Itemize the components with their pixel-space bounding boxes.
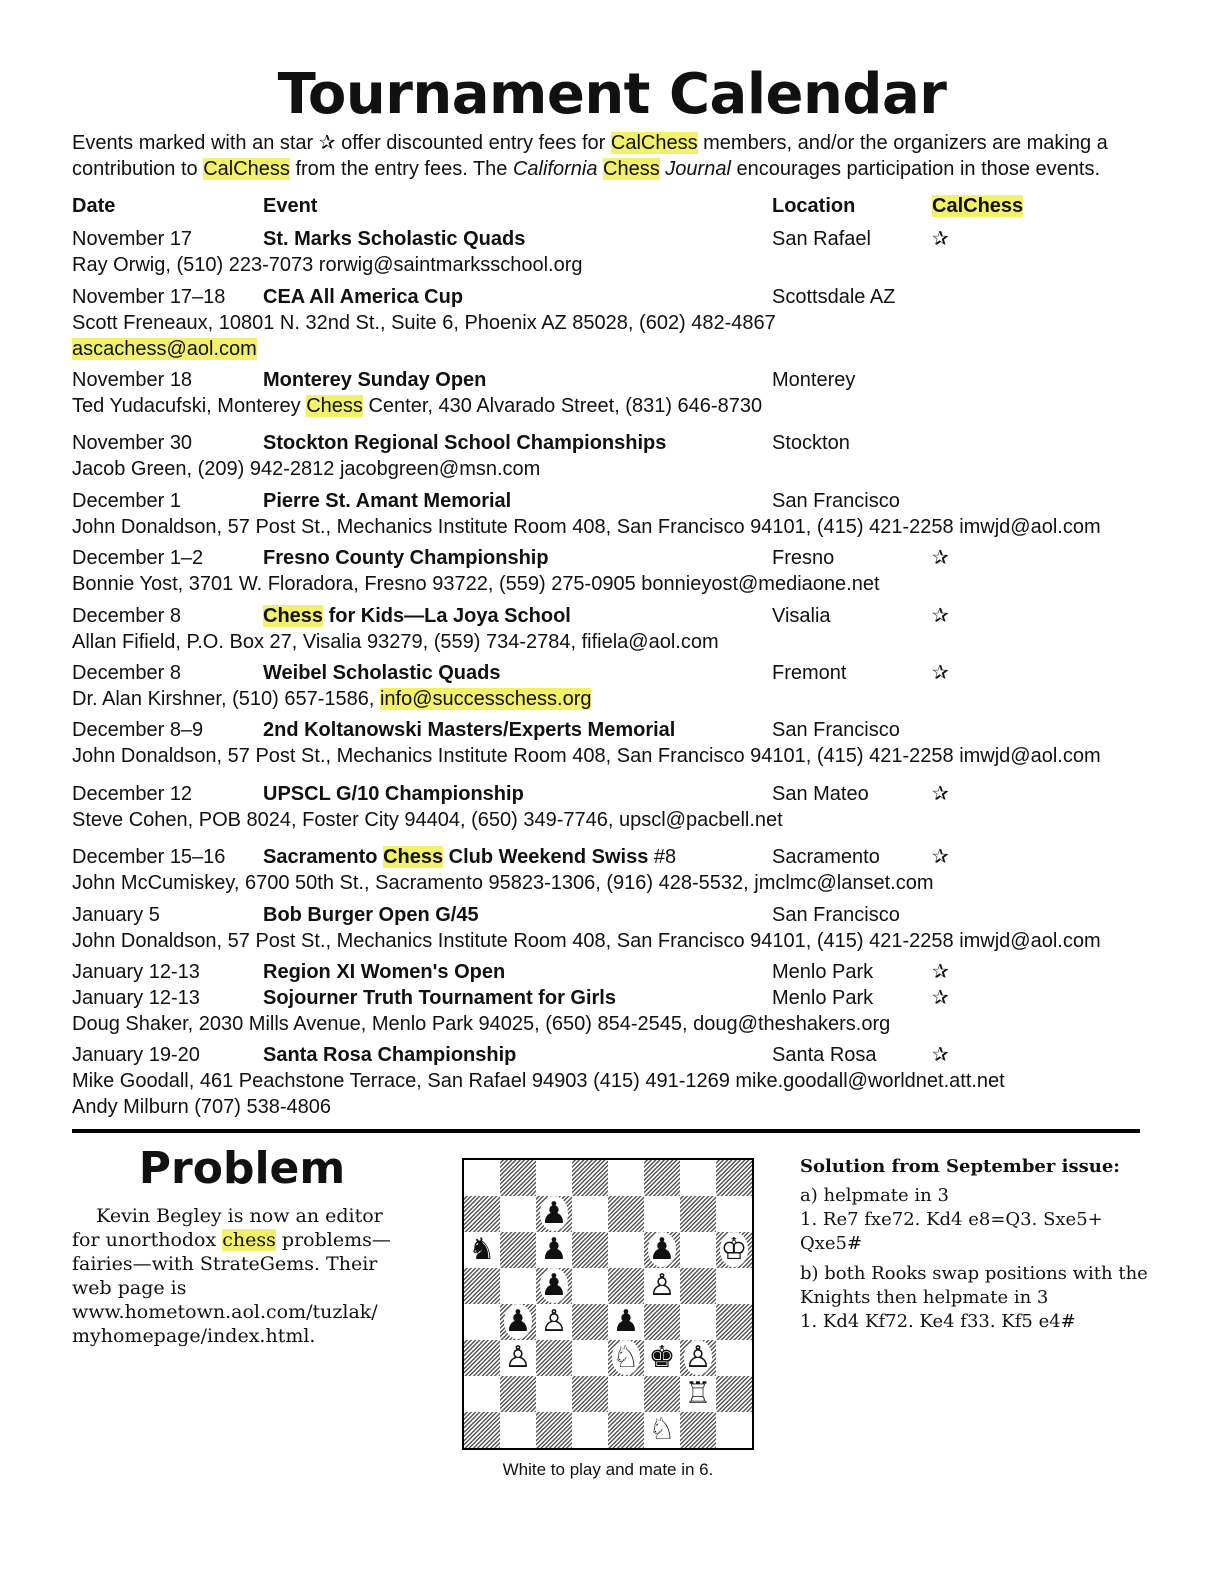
event-name-text: Santa Rosa Championship xyxy=(263,1044,517,1066)
event-name-text: Monterey Sunday Open xyxy=(263,369,487,391)
board-square xyxy=(680,1196,716,1232)
board-square xyxy=(464,1376,500,1412)
event-date: January 5 xyxy=(72,904,160,926)
contact-highlight: info@successchess.org xyxy=(379,688,592,710)
board-square xyxy=(644,1304,680,1340)
board-square xyxy=(608,1232,644,1268)
board-square xyxy=(500,1268,536,1304)
board-square xyxy=(644,1160,680,1196)
star-icon: ✰ xyxy=(932,662,949,684)
white-knight-f1-icon: ♘ xyxy=(648,1412,676,1447)
contact-text: Dr. Alan Kirshner, (510) 657-1586, xyxy=(72,688,380,710)
event-name-text: Region XI Women's Open xyxy=(263,961,506,983)
intro-text-3: from the entry fees. The xyxy=(289,158,513,180)
contact-highlight: Chess xyxy=(306,395,363,417)
black-pawn-e4-icon: ♟ xyxy=(612,1304,640,1339)
board-square xyxy=(680,1268,716,1304)
event-row xyxy=(72,367,1152,393)
event-date: November 17 xyxy=(72,228,193,250)
problem-text: Kevin Begley is now an editor for unorthodox chess problems—fairies—with StrateGems. Their web page is www.hometown.aol.com/tuzlak/ myhomepage/index.html. xyxy=(72,1205,391,1347)
board-square xyxy=(572,1268,608,1304)
event-contact xyxy=(72,928,1152,954)
board-square xyxy=(608,1160,644,1196)
white-rook-g2-icon: ♖ xyxy=(684,1376,712,1411)
event-location: Stockton xyxy=(772,432,850,454)
event-name: Sojourner Truth Tournament for Girls xyxy=(263,987,616,1009)
star-icon: ✰ xyxy=(932,1044,949,1066)
chess-highlight: Chess xyxy=(263,605,324,627)
board-square xyxy=(464,1412,500,1448)
white-pawn-g3-icon: ♙ xyxy=(684,1340,712,1375)
event-name-text: 2nd Koltanowski Masters/Experts Memorial xyxy=(263,719,676,741)
event-name-text: Fresno County Championship xyxy=(263,547,549,569)
board-square xyxy=(572,1196,608,1232)
event-location: San Francisco xyxy=(772,719,900,741)
event-date: January 19-20 xyxy=(72,1044,200,1066)
event-item xyxy=(72,902,1152,954)
board-square xyxy=(644,1376,680,1412)
intro-text-4: encourages participation in those events. xyxy=(730,158,1101,180)
event-name xyxy=(263,284,463,310)
contact-text: Jacob Green, (209) 942-2812 jacobgreen@msn.com xyxy=(72,458,541,480)
star-icon: ✰ xyxy=(932,605,949,627)
event-location: Santa Rosa xyxy=(772,1044,877,1066)
event-name xyxy=(263,717,675,743)
event-location: San Mateo xyxy=(772,783,869,805)
solution-a-moves: 1. Re7 fxe72. Kd4 e8=Q3. Sxe5+ Qxe5# xyxy=(800,1209,1103,1254)
event-date: December 8–9 xyxy=(72,719,204,741)
event-name-text: Sacramento xyxy=(263,846,384,868)
board-square xyxy=(680,1232,716,1268)
black-knight-a6-icon: ♞ xyxy=(468,1232,496,1267)
event-contact xyxy=(72,1094,1152,1120)
event-date: December 12 xyxy=(72,783,193,805)
white-knight-e3-icon: ♘ xyxy=(612,1340,640,1375)
chess-highlight: chess xyxy=(222,1229,276,1251)
board-square xyxy=(716,1304,752,1340)
contact-text: John Donaldson, 57 Post St., Mechanics Institute Room 408, San Francisco 94101, (415) 421-2258 imwjd@aol.com xyxy=(72,745,1101,767)
event-name xyxy=(263,367,486,393)
event-item xyxy=(72,545,1152,597)
contact-text: Center, 430 Alvarado Street, (831) 646-8730 xyxy=(362,395,763,417)
event-item xyxy=(72,781,1152,833)
event-contact xyxy=(72,807,1152,833)
event-location: Menlo Park xyxy=(772,987,874,1009)
event-contact xyxy=(72,686,1152,712)
board-square xyxy=(608,1376,644,1412)
event-row xyxy=(72,284,1152,310)
board-square xyxy=(572,1160,608,1196)
event-name-text: CEA All America Cup xyxy=(263,286,464,308)
event-item xyxy=(72,430,1152,482)
contact-text: Ted Yudacufski, Monterey xyxy=(72,395,307,417)
solution-heading: Solution from September issue: xyxy=(800,1156,1120,1177)
chess-highlight: Chess xyxy=(603,158,660,180)
event-contact xyxy=(72,1068,1152,1094)
event-row xyxy=(72,902,1152,928)
event-name-text: Bob Burger Open G/45 xyxy=(263,904,479,926)
black-pawn-f6-icon: ♟ xyxy=(648,1232,676,1267)
event-contact xyxy=(72,571,1152,597)
event-item xyxy=(72,488,1152,540)
event-name-text: Pierre St. Amant Memorial xyxy=(263,490,512,512)
black-pawn-c7-icon: ♟ xyxy=(540,1196,568,1231)
event-row xyxy=(72,430,1152,456)
event-item xyxy=(72,1042,1152,1120)
event-contact xyxy=(72,310,1152,336)
event-name xyxy=(263,660,500,686)
chess-highlight: Chess xyxy=(383,846,444,868)
board-caption: White to play and mate in 6. xyxy=(502,1460,714,1479)
event-contact xyxy=(72,393,1152,419)
board-square xyxy=(536,1412,572,1448)
event-name xyxy=(263,1042,516,1068)
event-item xyxy=(72,660,1152,712)
event-date: January 12-13 xyxy=(72,961,200,983)
chess-board xyxy=(462,1158,754,1450)
event-date: November 30 xyxy=(72,432,193,454)
black-king-f3-icon: ♚ xyxy=(648,1340,676,1375)
event-name-text: UPSCL G/10 Championship xyxy=(263,783,524,805)
problem-title: Problem xyxy=(138,1143,346,1194)
event-name-text: Stockton Regional School Championships xyxy=(263,432,667,454)
board-square xyxy=(500,1232,536,1268)
solution-b-moves: 1. Kd4 Kf72. Ke4 f33. Kf5 e4# xyxy=(800,1311,1076,1332)
event-item xyxy=(72,844,1152,896)
board-square xyxy=(680,1160,716,1196)
event-name-text: for Kids—La Joya School xyxy=(323,605,571,627)
event-location: Fremont xyxy=(772,662,847,684)
white-pawn-c4-icon: ♙ xyxy=(540,1304,568,1339)
event-date: November 17–18 xyxy=(72,286,226,308)
event-contact xyxy=(72,629,1152,655)
event-row xyxy=(72,1042,1152,1068)
star-icon: ✰ xyxy=(932,783,949,805)
black-pawn-b4-icon: ♟ xyxy=(504,1304,532,1339)
solution-panel xyxy=(800,1155,1160,1334)
event-contact xyxy=(72,252,1152,278)
event-row xyxy=(72,959,1152,985)
event-name xyxy=(263,430,666,456)
header-date: Date xyxy=(72,195,116,217)
board-square xyxy=(500,1412,536,1448)
contact-text: Doug Shaker, 2030 Mills Avenue, Menlo Park 94025, (650) 854-2545, doug@theshakers.org xyxy=(72,1013,891,1035)
contact-text: Bonnie Yost, 3701 W. Floradora, Fresno 93722, (559) 275-0905 bonnieyost@mediaone.net xyxy=(72,573,880,595)
event-name-text: Weibel Scholastic Quads xyxy=(263,662,501,684)
email-highlight: ascachess@aol.com xyxy=(72,338,257,360)
board-square xyxy=(572,1232,608,1268)
event-item xyxy=(72,284,1152,362)
board-square xyxy=(464,1304,500,1340)
event-date: December 15–16 xyxy=(72,846,226,868)
contact-text: John Donaldson, 57 Post St., Mechanics Institute Room 408, San Francisco 94101, (415) 421-2258 imwjd@aol.com xyxy=(72,516,1101,538)
white-king-h6-icon: ♔ xyxy=(720,1232,748,1267)
board-square xyxy=(464,1196,500,1232)
star-icon: ✰ xyxy=(932,987,949,1009)
event-name xyxy=(263,488,511,514)
board-square xyxy=(716,1340,752,1376)
board-square xyxy=(572,1304,608,1340)
header-calchess: CalChess xyxy=(932,195,1024,217)
board-square xyxy=(572,1340,608,1376)
event-location: San Rafael xyxy=(772,228,871,250)
event-location: San Francisco xyxy=(772,490,900,512)
event-location: Visalia xyxy=(772,605,831,627)
event-name xyxy=(263,902,479,928)
event-row xyxy=(72,717,1152,743)
event-number: #8 xyxy=(648,846,677,868)
page-title: Tournament Calendar xyxy=(277,62,947,127)
black-pawn-c5-icon: ♟ xyxy=(540,1268,568,1303)
contact-text: Mike Goodall, 461 Peachstone Terrace, San Rafael 94903 (415) 491-1269 mike.goodall@worldnet.att.net xyxy=(72,1070,1005,1092)
header-event: Event xyxy=(263,195,318,217)
event-contact xyxy=(72,870,1152,896)
event-name xyxy=(263,959,505,985)
intro-text-2: members, and/or the organizers are making a contribution to xyxy=(72,132,1108,180)
event-contact xyxy=(72,514,1152,540)
contact-text: Allan Fifield, P.O. Box 27, Visalia 93279, (559) 734-2784, fifiela@aol.com xyxy=(72,631,719,653)
board-square xyxy=(464,1160,500,1196)
board-square xyxy=(716,1376,752,1412)
contact-text: Ray Orwig, (510) 223-7073 rorwig@saintmarksschool.org xyxy=(72,254,583,276)
event-name xyxy=(263,545,549,571)
event-location: Menlo Park xyxy=(772,961,874,983)
board-square xyxy=(716,1196,752,1232)
event-contact xyxy=(72,1011,1152,1037)
star-icon: ✰ xyxy=(932,961,949,983)
solution-a-label: a) helpmate in 3 xyxy=(800,1185,949,1206)
board-square xyxy=(608,1268,644,1304)
board-square xyxy=(608,1196,644,1232)
board-square xyxy=(536,1340,572,1376)
section-divider xyxy=(72,1129,1140,1133)
intro-california: California xyxy=(512,158,598,180)
white-pawn-f5-icon: ♙ xyxy=(648,1268,676,1303)
black-pawn-c6-icon: ♟ xyxy=(540,1232,568,1267)
event-item xyxy=(72,226,1152,278)
star-icon: ✰ xyxy=(932,846,949,868)
event-item xyxy=(72,717,1152,769)
event-item xyxy=(72,367,1152,419)
event-location: Scottsdale AZ xyxy=(772,286,896,308)
calchess-highlight: CalChess xyxy=(203,158,290,180)
event-row xyxy=(72,603,1152,629)
board-square xyxy=(716,1160,752,1196)
event-row xyxy=(72,545,1152,571)
board-square xyxy=(500,1196,536,1232)
event-row xyxy=(72,488,1152,514)
calchess-highlight: CalChess xyxy=(610,132,698,154)
board-square xyxy=(464,1340,500,1376)
board-square xyxy=(680,1304,716,1340)
board-square xyxy=(572,1412,608,1448)
event-location: Fresno xyxy=(772,547,835,569)
event-contact xyxy=(72,743,1152,769)
event-location: Sacramento xyxy=(772,846,880,868)
intro-text-1: Events marked with an star ✰ offer discounted entry fees for xyxy=(72,132,611,154)
board-square xyxy=(500,1376,536,1412)
board-square xyxy=(536,1376,572,1412)
event-row xyxy=(72,985,1152,1011)
board-square xyxy=(464,1268,500,1304)
event-name-text: Club Weekend Swiss xyxy=(443,846,649,868)
event-item xyxy=(72,959,1152,1037)
board-square xyxy=(644,1196,680,1232)
event-contact xyxy=(72,456,1152,482)
contact-text: Steve Cohen, POB 8024, Foster City 94404, (650) 349-7746, upscl@pacbell.net xyxy=(72,809,783,831)
event-date: December 1–2 xyxy=(72,547,204,569)
star-icon: ✰ xyxy=(932,228,949,250)
event-date: December 1 xyxy=(72,490,181,512)
contact-text: John Donaldson, 57 Post St., Mechanics Institute Room 408, San Francisco 94101, (415) 421-2258 imwjd@aol.com xyxy=(72,930,1101,952)
board-square xyxy=(536,1160,572,1196)
event-contact xyxy=(72,336,1152,362)
event-name xyxy=(263,781,524,807)
event-location: Monterey xyxy=(772,369,856,391)
event-row xyxy=(72,660,1152,686)
board-square xyxy=(572,1376,608,1412)
event-item xyxy=(72,603,1152,655)
board-square xyxy=(716,1412,752,1448)
header-location: Location xyxy=(772,195,856,217)
intro-journal: Journal xyxy=(665,158,731,180)
intro-paragraph xyxy=(72,130,1152,182)
board-square xyxy=(608,1412,644,1448)
board-square xyxy=(680,1412,716,1448)
event-row xyxy=(72,844,1152,870)
board-square xyxy=(500,1160,536,1196)
event-name xyxy=(263,226,525,252)
contact-text: Andy Milburn (707) 538-4806 xyxy=(72,1096,332,1118)
event-row xyxy=(72,226,1152,252)
star-icon: ✰ xyxy=(932,547,949,569)
event-location: San Francisco xyxy=(772,904,900,926)
contact-text: Scott Freneaux, 10801 N. 32nd St., Suite 6, Phoenix AZ 85028, (602) 482-4867 xyxy=(72,312,776,334)
event-row xyxy=(72,781,1152,807)
solution-b-label: b) both Rooks swap positions with the Knights then helpmate in 3 xyxy=(800,1263,1148,1308)
event-name-text: St. Marks Scholastic Quads xyxy=(263,228,526,250)
event-name xyxy=(263,844,676,870)
event-date: December 8 xyxy=(72,662,181,684)
board-square xyxy=(716,1268,752,1304)
white-pawn-b3-icon: ♙ xyxy=(504,1340,532,1375)
event-date: January 12-13 xyxy=(72,987,200,1009)
event-name xyxy=(263,603,571,629)
event-date: December 8 xyxy=(72,605,181,627)
contact-text: John McCumiskey, 6700 50th St., Sacramento 95823-1306, (916) 428-5532, jmclmc@lanset.com xyxy=(72,872,934,894)
event-date: November 18 xyxy=(72,369,193,391)
